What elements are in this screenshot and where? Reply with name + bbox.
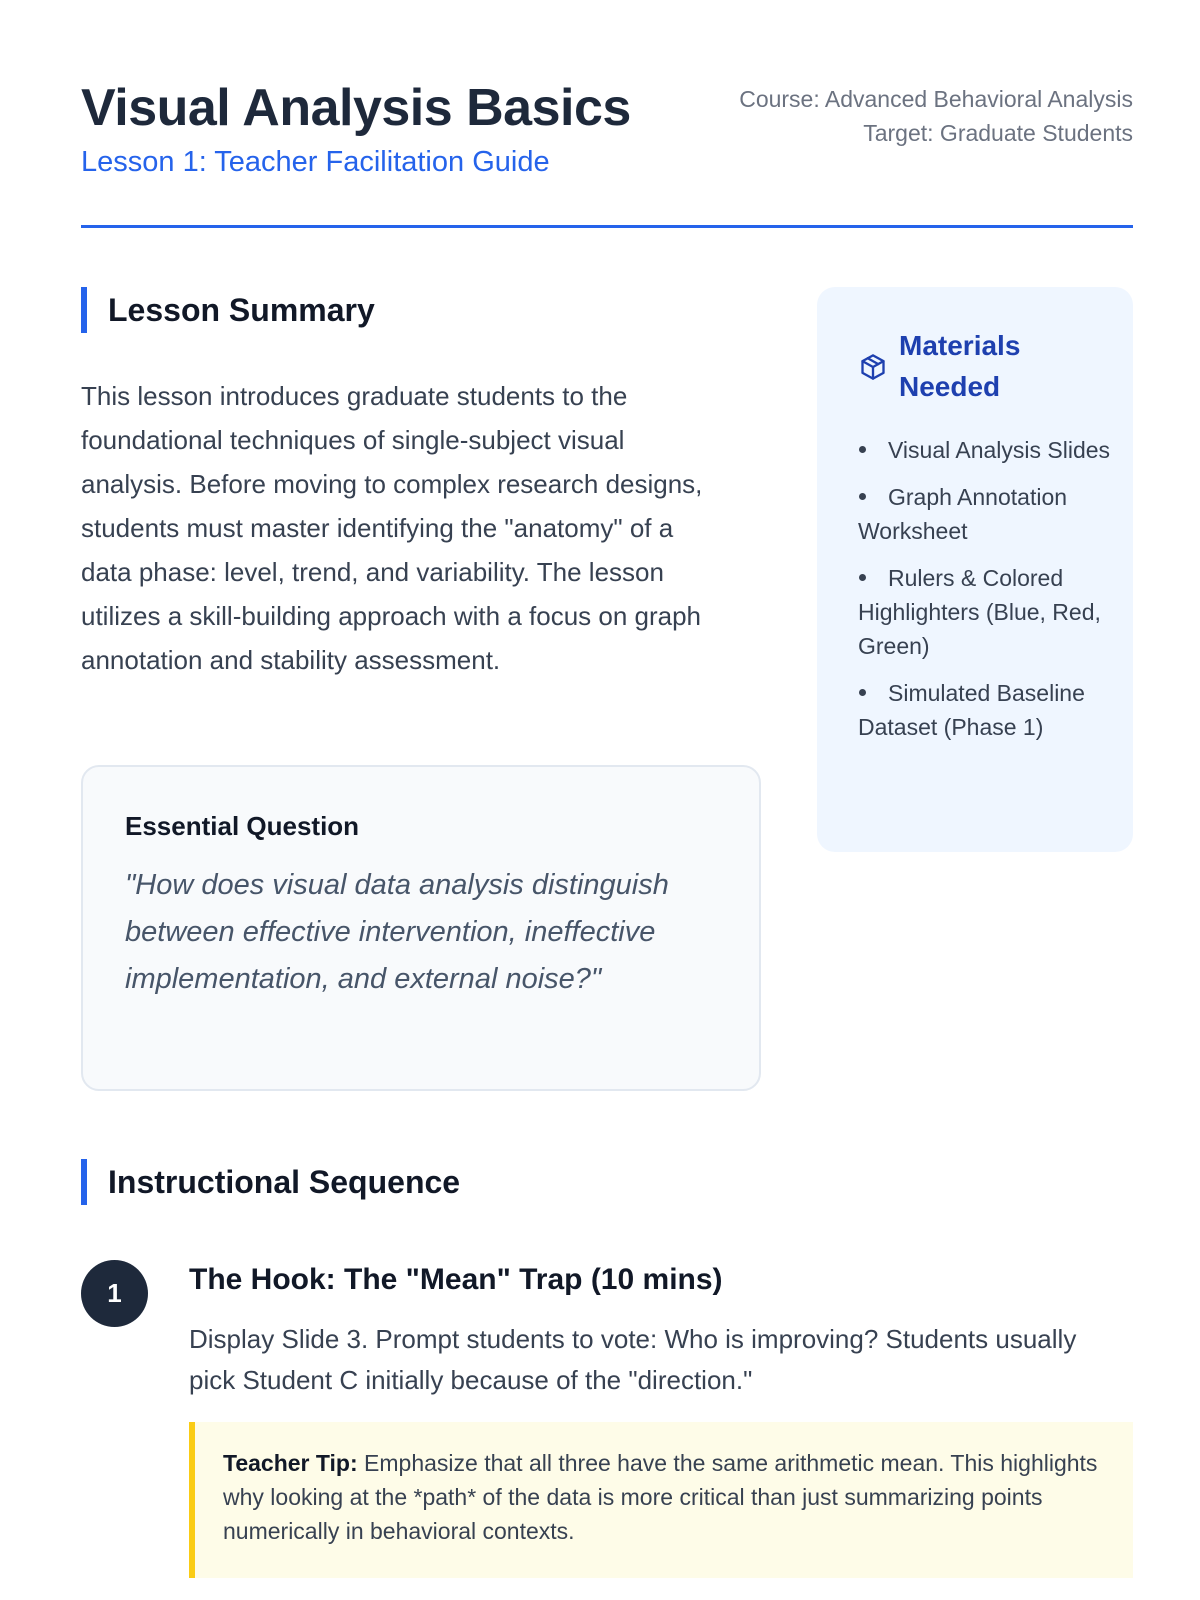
lesson-summary-heading: Lesson Summary xyxy=(81,287,375,333)
teacher-tip-label: Teacher Tip: xyxy=(223,1450,358,1476)
package-icon xyxy=(859,353,887,381)
materials-list xyxy=(858,433,1118,757)
materials-item: Rulers & Colored Highlighters (Blue, Red, Green) xyxy=(858,565,1101,659)
course-meta xyxy=(739,82,1133,150)
materials-item: Visual Analysis Slides xyxy=(858,433,1118,467)
teacher-tip-box xyxy=(189,1422,1133,1578)
essential-question-box xyxy=(81,765,761,1091)
materials-item: Simulated Baseline Dataset (Phase 1) xyxy=(858,680,1085,740)
instructional-sequence-heading: Instructional Sequence xyxy=(81,1159,460,1205)
essential-question-title: Essential Question xyxy=(125,811,360,841)
materials-title: Materials Needed xyxy=(899,330,1021,402)
step-title: The Hook: The "Mean" Trap (10 mins) xyxy=(189,1263,723,1296)
step-description: Display Slide 3. Prompt students to vote: Who is improving? Students usually pick Student C initially because of the "direction." xyxy=(189,1324,1077,1395)
page-header xyxy=(81,78,1133,228)
materials-panel xyxy=(817,287,1133,852)
teacher-tip-text: Emphasize that all three have the same arithmetic mean. This highlights why looking at the *path* of the data is more critical than just summarizing points numerically in behavioral contexts. xyxy=(223,1450,1098,1544)
lesson-summary-text: This lesson introduces graduate students to the foundational techniques of single-subject visual analysis. Before moving to complex research designs, students must master identifying the "anatomy" of a data phase: level, trend, and variability. The lesson utilizes a skill-building approach with a focus on graph annotation and stability assessment. xyxy=(81,381,703,675)
page-subtitle: Lesson 1: Teacher Facilitation Guide xyxy=(81,146,550,178)
materials-item: Graph Annotation Worksheet xyxy=(858,484,1068,544)
step-number-badge: 1 xyxy=(81,1260,148,1327)
essential-question-text: "How does visual data analysis distinguish between effective intervention, ineffective implementation, and external noise?" xyxy=(125,869,669,995)
page-title: Visual Analysis Basics xyxy=(81,79,631,137)
course-label: Course: Advanced Behavioral Analysis xyxy=(739,86,1133,112)
target-label: Target: Graduate Students xyxy=(863,120,1133,146)
